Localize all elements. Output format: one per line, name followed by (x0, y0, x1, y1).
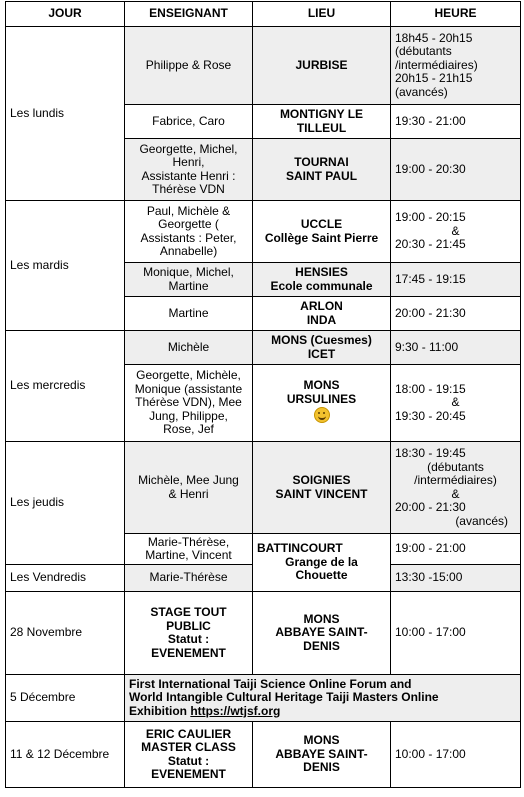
time-cell: 19:00 - 20:15 & 20:30 - 21:45 (391, 201, 521, 263)
time-cell: 20:00 - 21:30 (391, 297, 521, 331)
place-cell: HENSIES Ecole communale (253, 263, 391, 297)
day-cell: 28 Novembre (6, 592, 125, 675)
place-cell: JURBISE (253, 27, 391, 105)
header-row (6, 2, 521, 27)
header-enseignant: ENSEIGNANT (125, 2, 253, 27)
day-cell: Les mercredis (6, 331, 125, 442)
table-row (6, 722, 521, 788)
time-cell: 18h45 - 20h15 (débutants /intermédiaires) 20h15 - 21h15 (avancés) (391, 27, 521, 105)
teacher-cell: Georgette, Michel, Henri, Assistante Henri : Thérèse VDN (125, 139, 253, 201)
teacher-cell: Michèle (125, 331, 253, 365)
place-cell: BATTINCOURT Grange de la Chouette (253, 534, 391, 592)
teacher-cell: STAGE TOUT PUBLIC Statut : EVENEMENT (125, 592, 253, 675)
table-row (6, 201, 521, 263)
place-cell: UCCLE Collège Saint Pierre (253, 201, 391, 263)
day-cell: Les lundis (6, 27, 125, 201)
teacher-cell: Michèle, Mee Jung & Henri (125, 442, 253, 534)
table-row (6, 592, 521, 675)
teacher-cell: Marie-Thérèse, Martine, Vincent (125, 534, 253, 565)
place-cell: ARLON INDA (253, 297, 391, 331)
day-cell: Les jeudis (6, 442, 125, 565)
teacher-cell: Georgette, Michèle, Monique (assistante Thérèse VDN), Mee Jung, Philippe, Rose, Jef (125, 365, 253, 442)
place-cell: MONS ABBAYE SAINT- DENIS (253, 722, 391, 788)
schedule-table (5, 1, 521, 788)
place-cell: MONS ABBAYE SAINT- DENIS (253, 592, 391, 675)
time-cell: 17:45 - 19:15 (391, 263, 521, 297)
teacher-cell: Fabrice, Caro (125, 105, 253, 139)
table-row (6, 675, 521, 722)
day-cell: 11 & 12 Décembre (6, 722, 125, 788)
time-cell: 18:30 - 19:45 (débutants /intermédiaires) & 20:00 - 21:30 (avancés) (391, 442, 521, 534)
place-cell: MONTIGNY LE TILLEUL (253, 105, 391, 139)
event-cell: First International Taiji Science Online Forum and World Intangible Cultural Heritage Taiji Masters Online Exhibition https://wtjsf.org (125, 675, 521, 722)
header-heure: HEURE (391, 2, 521, 27)
smiling-face-icon (314, 407, 330, 423)
day-cell: 5 Décembre (6, 675, 125, 722)
day-cell: Les mardis (6, 201, 125, 331)
header-lieu: LIEU (253, 2, 391, 27)
teacher-cell: Philippe & Rose (125, 27, 253, 105)
place-cell: TOURNAI SAINT PAUL (253, 139, 391, 201)
event-link[interactable]: https://wtjsf.org (190, 703, 281, 718)
time-cell: 18:00 - 19:15 & 19:30 - 20:45 (391, 365, 521, 442)
header-jour: JOUR (6, 2, 125, 27)
time-cell: 13:30 -15:00 (391, 565, 521, 592)
time-cell: 19:00 - 21:00 (391, 534, 521, 565)
teacher-cell: Monique, Michel, Martine (125, 263, 253, 297)
time-cell: 10:00 - 17:00 (391, 592, 521, 675)
teacher-cell: Paul, Michèle & Georgette ( Assistants : Peter, Annabelle) (125, 201, 253, 263)
place-cell: MONS URSULINES (253, 365, 391, 442)
table-row (6, 27, 521, 105)
day-cell: Les Vendredis (6, 565, 125, 592)
time-cell: 10:00 - 17:00 (391, 722, 521, 788)
table-row (6, 331, 521, 365)
time-cell: 9:30 - 11:00 (391, 331, 521, 365)
time-cell: 19:30 - 21:00 (391, 105, 521, 139)
place-cell: SOIGNIES SAINT VINCENT (253, 442, 391, 534)
time-cell: 19:00 - 20:30 (391, 139, 521, 201)
table-row (6, 442, 521, 534)
teacher-cell: Marie-Thérèse (125, 565, 253, 592)
teacher-cell: Martine (125, 297, 253, 331)
place-cell: MONS (Cuesmes) ICET (253, 331, 391, 365)
teacher-cell: ERIC CAULIER MASTER CLASS Statut : EVENEMENT (125, 722, 253, 788)
